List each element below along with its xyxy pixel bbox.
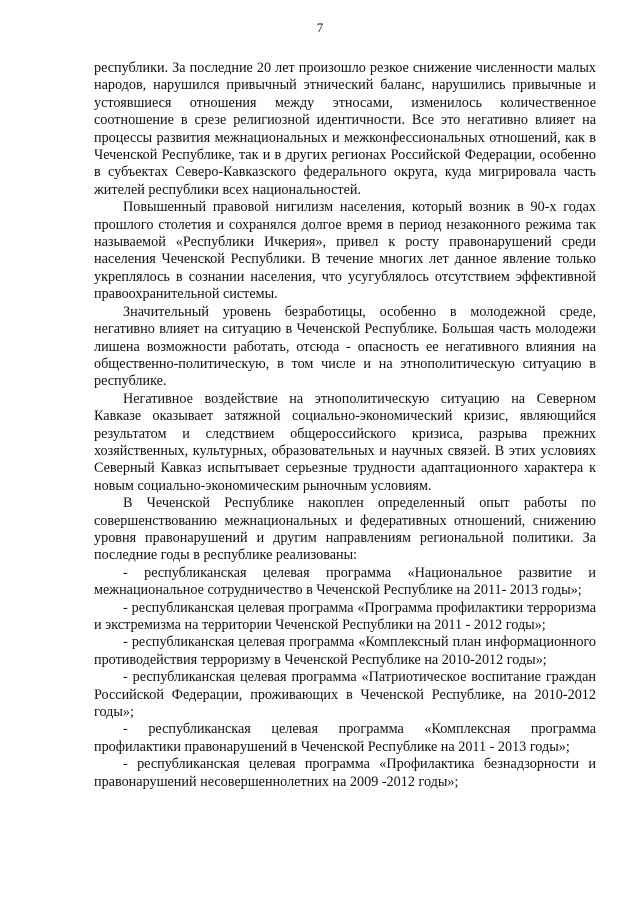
list-item: - республиканская целевая программа «Профилактика безнадзорности и правонарушений несовершеннолетних на 2009 -2012 годы»; [94,756,596,790]
paragraph-continuation: республики. За последние 20 лет произошло резкое снижение численности малых народов, нарушился привычный этнический баланс, нарушились привычные и устоявшиеся отношения между этносами, изменилось количественное соотношение в срезе религиозной идентичности. Все это негативно влияет на процессы развития межнациональных и межконфессиональных отношений, как в Чеченской Республике, так и в других регионах Российской Федерации, особенно в субъектах Северо-Кавказского федерального округа, куда мигрировала часть жителей республики всех национальностей. [94,60,596,198]
list-item: - республиканская целевая программа «Комплексная программа профилактики правонарушений в Чеченской Республике на 2011 - 2013 годы»; [94,721,596,755]
paragraph-unemployment: Значительный уровень безработицы, особенно в молодежной среде, негативно влияет на ситуацию в Чеченской Республике. Большая часть молодежи лишена возможности работать, отсюда - опасность ее негативного влияния на общественно-политическую, в том числе и на этнополитическую ситуацию в республике. [94,303,596,390]
list-item: - республиканская целевая программа «Патриотическое воспитание граждан Российской Федерации, проживающих в Чеченской Республике, на 2010-2012 годы»; [94,669,596,721]
page-number: 7 [316,20,324,35]
list-item: - республиканская целевая программа «Комплексный план информационного противодействия терроризму в Чеченской Республике на 2010-2012 годы»; [94,634,596,668]
paragraph-experience: В Чеченской Республике накоплен определенный опыт работы по совершенствованию межнациональных и федеративных отношений, снижению уровня правонарушений и другим направлениям региональной политики. За последние годы в республике реализованы: [94,495,596,564]
paragraph-economic-crisis: Негативное воздействие на этнополитическую ситуацию на Северном Кавказе оказывает затяжной социально-экономический кризис, являющийся результатом и следствием общероссийского кризиса, разрыва прежних хозяйственных, культурных, образовательных и научных связей. В этих условиях Северный Кавказ испытывает серьезные трудности адаптационного характера к новым социально-экономическим рыночным условиям. [94,390,596,494]
body-text [94,60,596,791]
list-item: - республиканская целевая программа «Программа профилактики терроризма и экстремизма на территории Чеченской Республики на 2011 - 2012 годы»; [94,599,596,633]
paragraph-legal-nihilism: Повышенный правовой нигилизм населения, который возник в 90-х годах прошлого столетия и сохранялся долгое время в период незаконного режима так называемой «Республики Ичкерия», привел к росту правонарушений среди населения Чеченской Республики. В течение многих лет данное явление только укреплялось в сознании населения, что усугублялось отсутствием эффективной правоохранительной системы. [94,199,596,303]
list-item: - республиканская целевая программа «Национальное развитие и межнациональное сотрудничество в Чеченской Республике на 2011- 2013 годы»; [94,564,596,599]
